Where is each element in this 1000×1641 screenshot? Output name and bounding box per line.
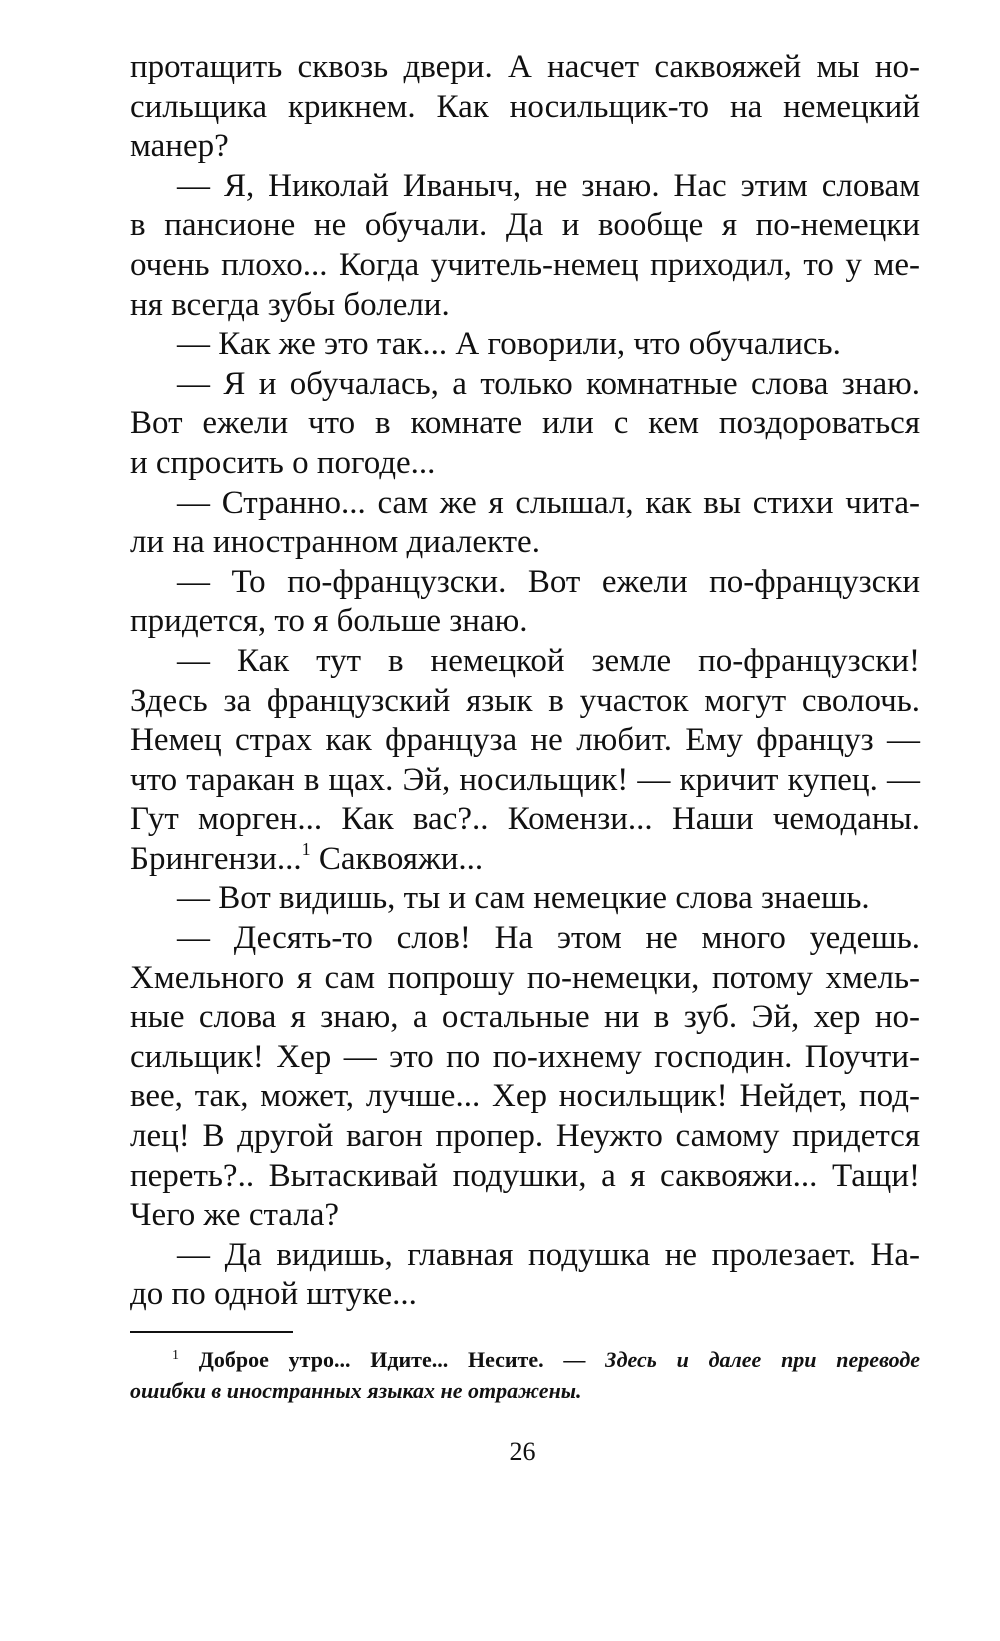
text-fragment: Брингензи...: [130, 840, 302, 877]
text-line: придется, то я больше знаю.: [130, 603, 528, 640]
footnote-italic: Здесь и далее при переводе: [605, 1347, 920, 1372]
text-line: — То по-французски. Вот ежели по-французски: [177, 563, 920, 600]
text-line: — Я и обучалась, а только комнатные слова знаю.: [177, 365, 920, 402]
text-line: Здесь за французский язык в участок могут сволочь.: [130, 682, 920, 719]
text-line: очень плохо... Когда учитель-немец приходил, то у ме-: [130, 246, 920, 283]
footnote-line: [130, 1344, 920, 1375]
text-line: вее, так, может, лучше... Хер носильщик! Нейдет, под-: [130, 1078, 920, 1115]
text-line: — Как тут в немецкой земле по-французски!: [177, 642, 920, 679]
text-line: — Десять-то слов! На этом не много уедешь.: [177, 920, 920, 957]
text-line: Хмельного я сам попрошу по-немецки, потому хмель-: [130, 959, 920, 996]
footnote-divider: [130, 1331, 293, 1333]
text-line: Немец страх как француза не любит. Ему француз —: [130, 722, 920, 759]
text-line: ня всегда зубы болели.: [130, 286, 450, 323]
footnote-line: [130, 1375, 920, 1406]
text-fragment: Саквояжи...: [310, 840, 484, 877]
text-line: протащить сквозь двери. А насчет саквояжей мы но-: [130, 49, 920, 85]
text-line: — Да видишь, главная подушка не пролезает. На-: [177, 1236, 920, 1273]
text-line: ные слова я знаю, а остальные ни в зуб. Эй, хер но-: [130, 999, 920, 1036]
text-line: и спросить о погоде...: [130, 444, 436, 481]
text-line: Вот ежели что в комнате или с кем поздороваться: [130, 405, 920, 442]
footnote: [130, 1344, 920, 1406]
page-number: 26: [509, 1437, 536, 1466]
text-line: лец! В другой вагон пропер. Неужто самому придется: [130, 1118, 920, 1155]
text-line: — Как же это так... А говорили, что обучались.: [177, 326, 841, 363]
text-line: в пансионе не обучали. Да и вообще я по-немецки: [130, 207, 920, 244]
text-line: — Я, Николай Иваныч, не знаю. Нас этим словам: [177, 167, 920, 204]
text-line: сильщика крикнем. Как носильщик-то на немецкий: [130, 88, 920, 125]
footnote-text: Доброе утро... Идите... Несите. —: [179, 1347, 606, 1372]
main-text: [130, 48, 920, 1315]
text-line: что таракан в щах. Эй, носильщик! — кричит купец. —: [130, 761, 920, 798]
footnote-reference[interactable]: 1: [301, 838, 311, 859]
text-line: — Вот видишь, ты и сам немецкие слова знаешь.: [177, 880, 870, 917]
footnote-number: 1: [172, 1348, 179, 1363]
text-line: переть?.. Вытаскивай подушки, а я саквояжи... Тащи!: [130, 1157, 920, 1194]
text-line: [130, 840, 920, 880]
text-line: — Странно... сам же я слышал, как вы стихи чита-: [177, 484, 920, 521]
text-line: до по одной штуке...: [130, 1276, 417, 1313]
text-line: ли на иностранном диалекте.: [130, 524, 540, 561]
footnote-italic: ошибки в иностранных языках не отражены.: [130, 1378, 582, 1403]
text-line: сильщик! Хер — это по по-ихнему господин. Поучти-: [130, 1038, 920, 1075]
text-line: Чего же стала?: [130, 1197, 339, 1234]
text-line: манер?: [130, 128, 229, 165]
text-line: Гут морген... Как вас?.. Комензи... Наши чемоданы.: [130, 801, 920, 838]
